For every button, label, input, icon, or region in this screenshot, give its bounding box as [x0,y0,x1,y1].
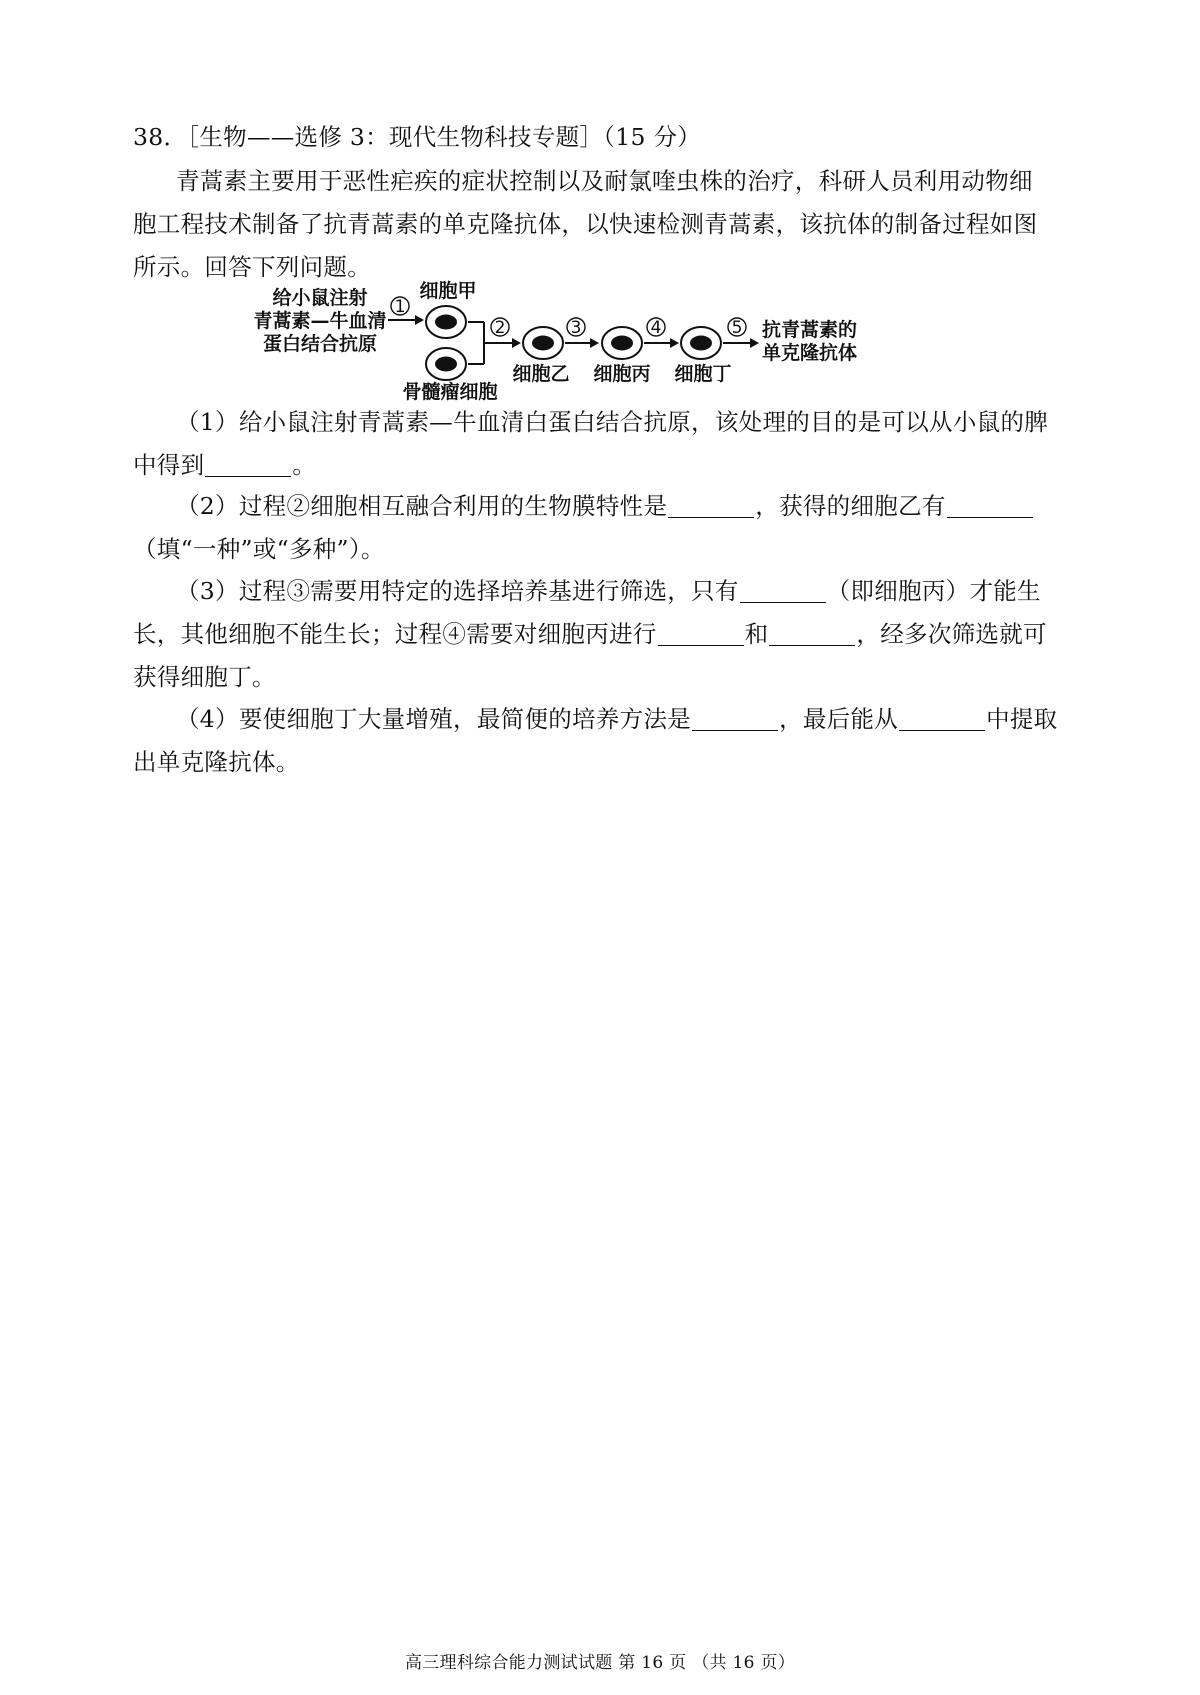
step-3-label: 3 [570,318,582,338]
cell-b-nucleus [532,336,554,351]
intro-line-2: 胞工程技术制备了抗青蒿素的单克隆抗体，以快速检测青蒿素，该抗体的制备过程如图 [133,210,1038,238]
input-text-line-1: 给小鼠注射 [272,287,368,309]
q3-text-b: （即细胞丙）才能生 [826,577,1041,605]
cell-d-label: 细胞丁 [674,363,732,385]
input-text-line-3: 蛋白结合抗原 [262,333,378,355]
arrow-head-3 [590,338,599,348]
step-5-label: 5 [731,318,743,338]
q2-text-b: ，获得的细胞乙有 [755,492,946,520]
intro-line-3: 所示。回答下列问题。 [133,253,371,281]
step-2-label: 2 [494,318,506,338]
q2-text-a: （2）过程②细胞相互融合利用的生物膜特性是 [176,492,668,520]
page-footer: 高三理科综合能力测试试题 第 16 页 （共 16 页） [404,1653,796,1673]
input-text-line-2: 青蒿素—牛血清 [253,310,387,332]
cell-a-nucleus [435,315,457,330]
q3-text-a: （3）过程③需要用特定的选择培养基进行筛选，只有 [176,577,739,605]
q4-answer-blank-1[interactable] [692,708,778,731]
q3-line-1 [176,576,1116,606]
output-text-line-2: 单克隆抗体 [762,342,858,364]
q2-line-2: （填“一种”或“多种”）。 [133,535,385,563]
q2-answer-blank-2[interactable] [947,495,1033,518]
step-1-label: 1 [394,297,406,317]
arrow-head-5 [750,338,759,348]
q3-text-e: ，经多次筛选就可 [856,620,1047,648]
cell-c-nucleus [611,336,633,351]
q3-line-2 [133,619,1073,649]
q3-line-3: 获得细胞丁。 [133,663,276,691]
question-header: 38．［生物——选修 3：现代生物科技专题］（15 分） [133,123,702,151]
step-4-label: 4 [650,318,662,338]
q2-answer-blank-1[interactable] [668,495,754,518]
q4-text-c: 中提取 [986,705,1058,733]
q2-line-1 [176,491,1116,521]
q1-text-b: 。 [292,451,317,479]
myeloma-label: 骨髓瘤细胞 [402,381,498,403]
q1-answer-blank[interactable] [205,454,291,477]
q4-answer-blank-2[interactable] [899,708,985,731]
output-text-line-1: 抗青蒿素的 [762,319,858,341]
q3-text-d: 和 [744,620,769,648]
q4-text-a: （4）要使细胞丁大量增殖，最简便的培养方法是 [176,705,692,733]
cell-d-nucleus [690,336,712,351]
q3-text-c: 长，其他细胞不能生长；过程④需要对细胞丙进行 [133,620,657,648]
q4-text-b: ，最后能从 [779,705,899,733]
arrow-head-1 [415,315,424,325]
q3-answer-blank-2[interactable] [658,623,744,646]
q4-line-2: 出单克隆抗体。 [133,748,300,776]
q1-line-1: （1）给小鼠注射青蒿素—牛血清白蛋白结合抗原，该处理的目的是可以从小鼠的脾 [176,408,1049,436]
q3-answer-blank-1[interactable] [740,580,826,603]
q3-answer-blank-3[interactable] [769,623,855,646]
q1-line-2 [133,450,1073,480]
arrow-head-2 [512,338,521,348]
cell-a-label: 细胞甲 [419,280,477,302]
q4-line-1 [176,704,1116,734]
cell-b-label: 细胞乙 [512,363,570,385]
arrow-head-4 [670,338,679,348]
q1-text-a: 中得到 [133,451,205,479]
cell-c-label: 细胞丙 [593,363,651,385]
myeloma-cell-nucleus [435,357,457,372]
intro-line-1: 青蒿素主要用于恶性疟疾的症状控制以及耐氯喹虫株的治疗，科研人员利用动物细 [176,167,1033,195]
